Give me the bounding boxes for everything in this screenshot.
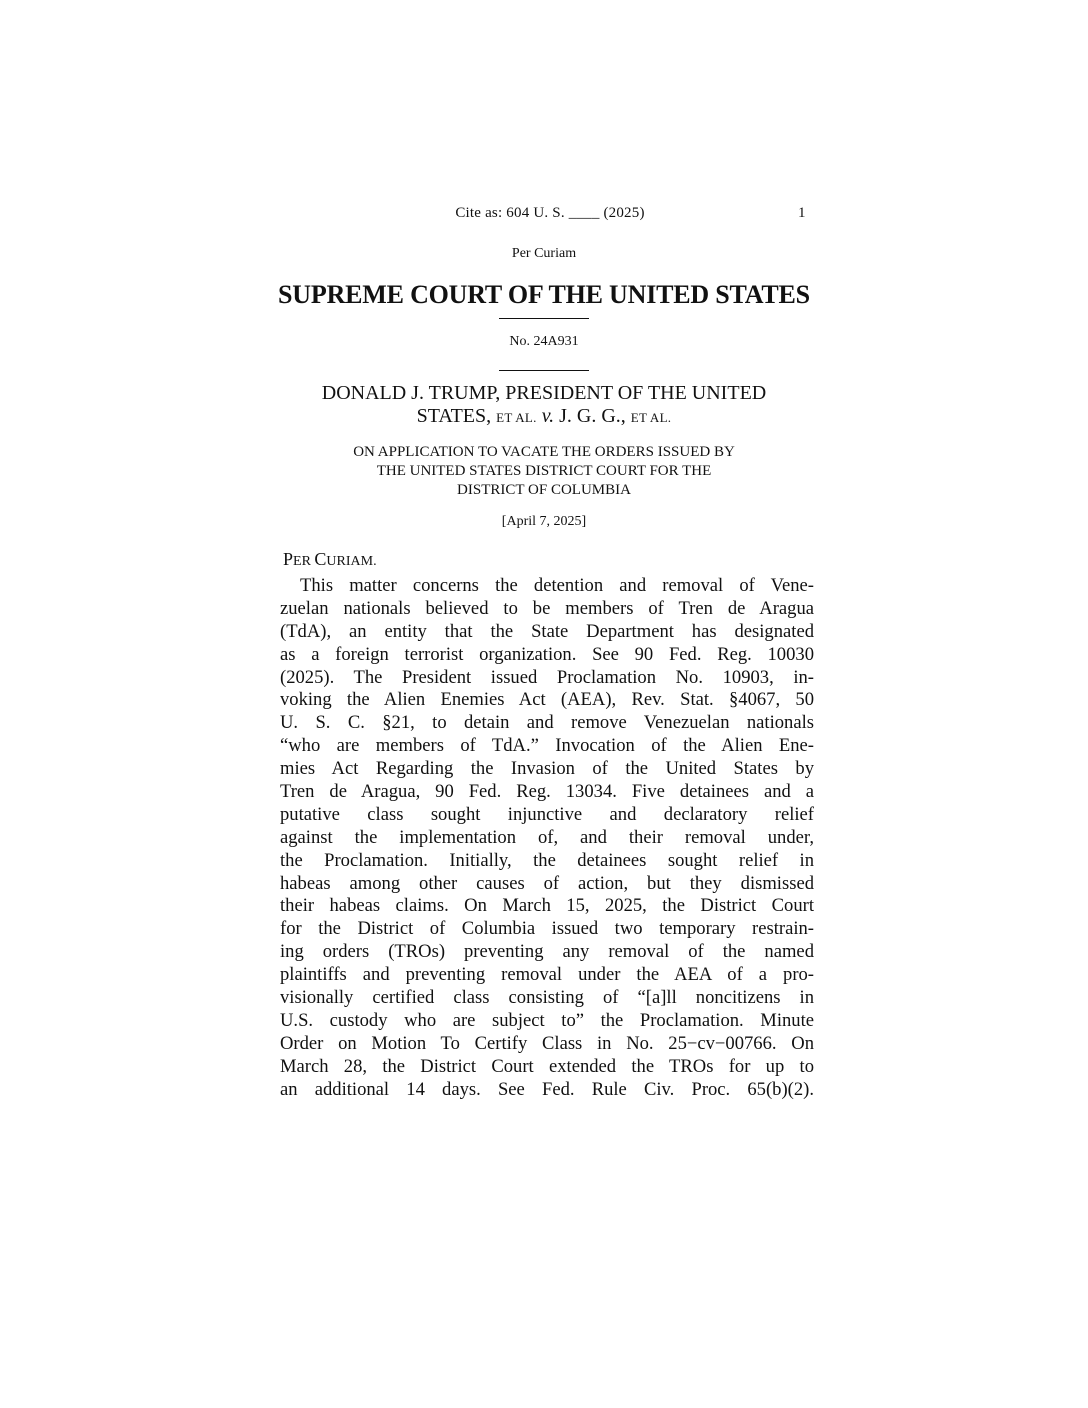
body-line: This matter concerns the detention and removal of Vene-	[300, 575, 814, 596]
body-line: for the District of Columbia issued two temporary restrain-	[280, 918, 814, 940]
body-line: U. S. C. §21, to detain and remove Venezuelan nationals	[280, 712, 814, 734]
opinion-type-header: Per Curiam	[511, 246, 577, 261]
body-line: as a foreign terrorist organization. See 90 Fed. Reg. 10030	[280, 643, 814, 665]
opinion-label	[283, 549, 377, 570]
divider-rule-top	[499, 318, 589, 319]
court-name: SUPREME COURT OF THE UNITED STATES	[278, 280, 810, 309]
caption-et-al-1: ET AL.	[496, 410, 537, 425]
page-number: 1	[798, 205, 806, 221]
application-line-2: THE UNITED STATES DISTRICT COURT FOR THE	[376, 463, 712, 479]
caption-petitioner-state: STATES,	[416, 405, 497, 427]
divider-rule-bottom	[499, 370, 589, 371]
caption-line-2	[0, 405, 1088, 429]
body-line: zuelan nationals believed to be members of Tren de Aragua	[280, 597, 814, 619]
body-line: March 28, the District Court extended the TROs for up to	[280, 1055, 814, 1077]
body-line: Order on Motion To Certify Class in No. 25−cv−00766. On	[280, 1032, 814, 1054]
body-line: an additional 14 days. See Fed. Rule Civ. Proc. 65(b)(2).	[280, 1078, 814, 1100]
body-line: voking the Alien Enemies Act (AEA), Rev. Stat. §4067, 50	[280, 689, 814, 711]
docket-number: No. 24A931	[509, 334, 579, 349]
caption-line-1: DONALD J. TRUMP, PRESIDENT OF THE UNITED	[321, 382, 767, 404]
opinion-label-c: C	[314, 549, 327, 569]
body-line: their habeas claims. On March 15, 2025, the District Court	[280, 895, 814, 917]
body-line: against the implementation of, and their removal under,	[280, 826, 814, 848]
running-header-cite: Cite as: 604 U. S. ____ (2025)	[455, 205, 645, 221]
body-line: ing orders (TROs) preventing any removal of the named	[280, 941, 814, 963]
body-line: “who are members of TdA.” Invocation of the Alien Ene-	[280, 735, 814, 757]
body-line: habeas among other causes of action, but they dismissed	[280, 872, 814, 894]
application-line-3: DISTRICT OF COLUMBIA	[457, 482, 631, 498]
opinion-label-p: P	[283, 549, 294, 569]
caption-respondent: J. G. G.,	[559, 405, 631, 427]
application-line-1: ON APPLICATION TO VACATE THE ORDERS ISSUED BY	[353, 444, 735, 460]
opinion-label-uriam: URIAM.	[326, 554, 377, 569]
body-line: mies Act Regarding the Invasion of the United States by	[280, 758, 814, 780]
body-line: U.S. custody who are subject to” the Proclamation. Minute	[280, 1009, 814, 1031]
opinion-label-er: ER	[293, 554, 315, 569]
body-line: Tren de Aragua, 90 Fed. Reg. 13034. Five detainees and a	[280, 781, 814, 803]
body-line: (2025). The President issued Proclamation No. 10903, in-	[280, 666, 814, 688]
body-line: putative class sought injunctive and declaratory relief	[280, 803, 814, 825]
body-line: plaintiffs and preventing removal under the AEA of a pro-	[280, 964, 814, 986]
body-line: visionally certified class consisting of “[a]ll noncitizens in	[280, 987, 814, 1009]
body-line: (TdA), an entity that the State Department has designated	[280, 620, 814, 642]
application-description	[0, 443, 1088, 500]
caption-versus: v.	[536, 405, 560, 427]
decision-date: [April 7, 2025]	[501, 514, 587, 529]
body-line: the Proclamation. Initially, the detainees sought relief in	[280, 849, 814, 871]
case-caption	[0, 382, 1088, 429]
opinion-body	[280, 575, 814, 1101]
caption-et-al-2: ET AL.	[630, 410, 672, 425]
